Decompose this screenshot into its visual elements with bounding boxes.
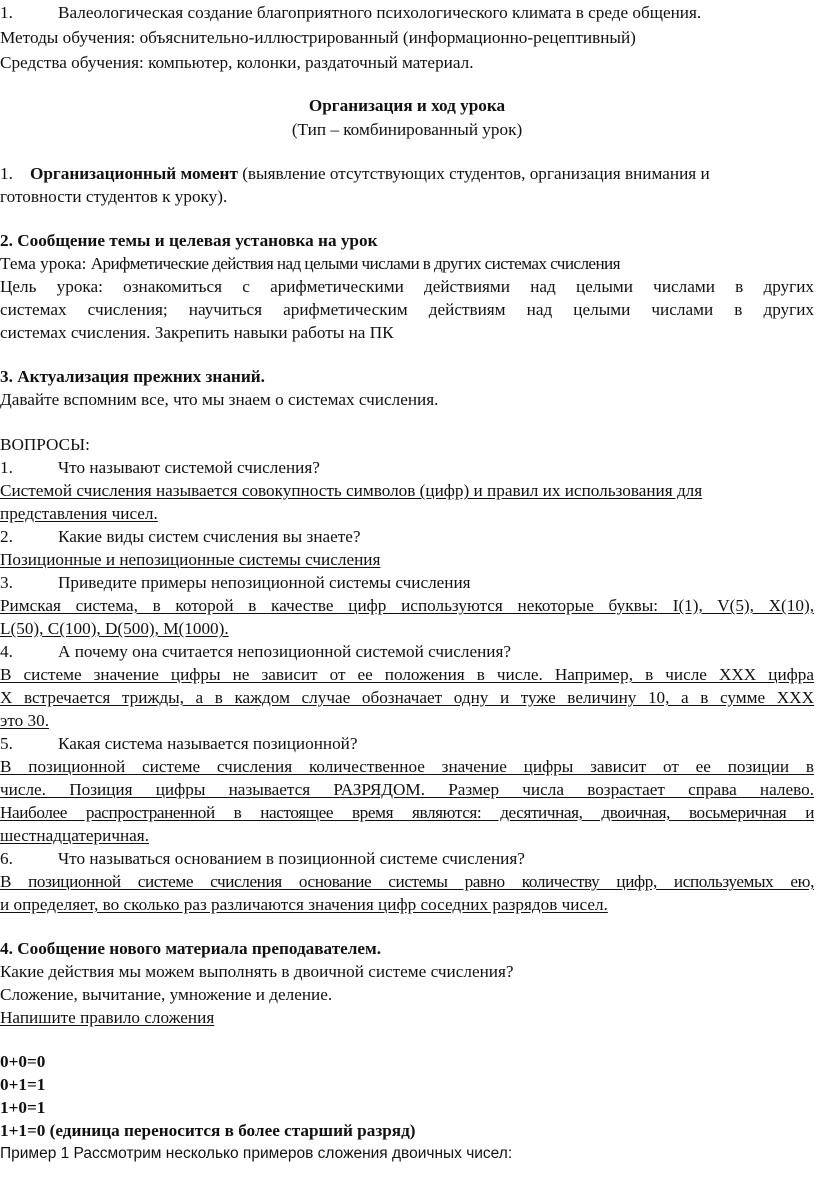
section1-heading: Организационный момент xyxy=(30,164,238,183)
section1-line-2: готовности студентов к уроку). xyxy=(0,187,228,206)
question-text: А почему она считается непозиционной системой счисления? xyxy=(58,642,512,661)
answer-5-line-1: В позиционной системе счисления количественное значение цифры зависит от ее позиции в xyxy=(0,757,814,776)
question-3 xyxy=(0,572,814,594)
answer-3-line-2: L(50), C(100), D(500), M(1000). xyxy=(0,619,229,638)
list-number: 2. xyxy=(0,527,13,546)
answer-5-line-4: шестнадцатеричная. xyxy=(0,826,149,845)
question-6 xyxy=(0,848,814,870)
example-line: Пример 1 Рассмотрим несколько примеров сложения двоичных чисел: xyxy=(0,1145,513,1162)
section2-title: 2. Сообщение темы и целевая установка на урок xyxy=(0,231,378,250)
organization-title: Организация и ход урока xyxy=(308,96,506,115)
list-number: 6. xyxy=(0,849,13,868)
section4-answer: Сложение, вычитание, умножение и деление. xyxy=(0,985,333,1004)
section1-number: 1. xyxy=(0,164,13,183)
list-number: 1. xyxy=(0,458,13,477)
list-number: 1. xyxy=(0,3,13,22)
answer-3-line-1: Римская система, в которой в качестве цифр используются некоторые буквы: I(1), V(5), X(10), xyxy=(0,596,814,615)
question-2 xyxy=(0,526,814,548)
question-5 xyxy=(0,733,814,755)
list-number: 4. xyxy=(0,642,13,661)
topic-label: Тема урока: xyxy=(0,254,91,273)
section3-title: 3. Актуализация прежних знаний. xyxy=(0,367,265,386)
addition-rule-heading: Напишите правило сложения xyxy=(0,1008,215,1027)
header-line-1 xyxy=(0,2,814,24)
section1-line xyxy=(0,163,814,185)
question-text: Какая система называется позиционной? xyxy=(58,734,358,753)
question-4 xyxy=(0,641,814,663)
list-number: 3. xyxy=(0,573,13,592)
answer-6-line-2: и определяет, во сколько раз различаются значения цифр соседних разрядов чисел. xyxy=(0,895,608,914)
goal-line-2: системах счисления; научиться арифметическим действиям над целыми числами в других xyxy=(0,300,814,319)
question-1 xyxy=(0,457,814,479)
section3-intro: Давайте вспомним все, что мы знаем о системах счисления. xyxy=(0,390,439,409)
topic-line xyxy=(0,253,814,275)
answer-5-line-3: Наиболее распространенной в настоящее время являются: десятичная, двоичная, восьмеричная и xyxy=(0,803,814,822)
questions-label: ВОПРОСЫ: xyxy=(0,435,90,454)
methods-line: Методы обучения: объяснительно-иллюстрированный (информационно-рецептивный) xyxy=(0,28,636,47)
section4-title: 4. Сообщение нового материала преподавателем. xyxy=(0,939,382,958)
rule-line-1: 0+0=0 xyxy=(0,1052,46,1071)
answer-4-line-3: это 30. xyxy=(0,711,50,730)
rule-line-3: 1+0=1 xyxy=(0,1098,46,1117)
section4-question: Какие действия мы можем выполнять в двоичной системе счисления? xyxy=(0,962,514,981)
question-text: Какие виды систем счисления вы знаете? xyxy=(58,527,361,546)
goal-line-1: Цель урока: ознакомиться с арифметическими действиями над целыми числами в других xyxy=(0,277,814,296)
means-line: Средства обучения: компьютер, колонки, раздаточный материал. xyxy=(0,53,474,72)
answer-2-line-1: Позиционные и непозиционные системы счисления xyxy=(0,550,381,569)
header-text: Валеологическая создание благоприятного психологического климата в среде общения. xyxy=(58,3,702,22)
topic-text: Арифметические действия над целыми числами в других системах счисления xyxy=(90,254,620,273)
question-text: Что называют системой счисления? xyxy=(58,458,320,477)
organization-subtitle: (Тип – комбинированный урок) xyxy=(291,120,523,139)
question-text: Приведите примеры непозиционной системы счисления xyxy=(58,573,471,592)
list-number: 5. xyxy=(0,734,13,753)
answer-5-line-2: числе. Позиция цифры называется РАЗРЯДОМ. Размер числа возрастает справа налево. xyxy=(0,780,814,799)
answer-1-line-2: представления чисел. xyxy=(0,504,158,523)
question-text: Что называться основанием в позиционной системе счисления? xyxy=(58,849,525,868)
section1-text: (выявление отсутствующих студентов, организация внимания и xyxy=(237,164,710,183)
rule-line-4: 1+1=0 (единица переносится в более старший разряд) xyxy=(0,1121,416,1140)
answer-4-line-2: X встречается трижды, а в каждом случае обозначает одну и туже величину 10, а в сумме XXX xyxy=(0,688,814,707)
rule-line-2: 0+1=1 xyxy=(0,1075,46,1094)
answer-4-line-1: В системе значение цифры не зависит от ее положения в числе. Например, в числе XXX цифра xyxy=(0,665,814,684)
goal-line-3: системах счисления. Закрепить навыки работы на ПК xyxy=(0,323,394,342)
answer-6-line-1: В позиционной системе счисления основание системы равно количеству цифр, используемых ею, xyxy=(0,872,814,891)
answer-1-line-1: Системой счисления называется совокупность символов (цифр) и правил их использования для xyxy=(0,481,703,500)
